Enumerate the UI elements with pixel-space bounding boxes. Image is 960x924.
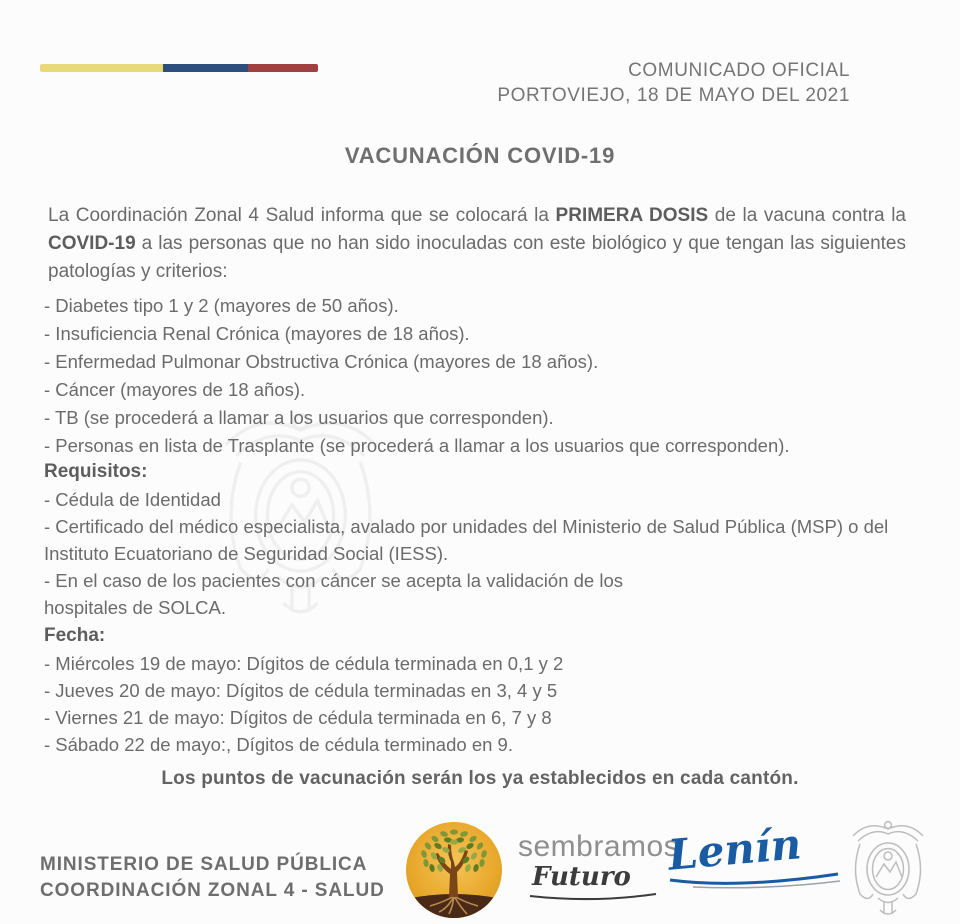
communique-header [497, 58, 850, 108]
schedule-heading: Fecha: [44, 625, 106, 646]
futuro-label: Futuro [532, 862, 631, 892]
lenin-signature-icon [666, 819, 848, 895]
communique-header-line2: PORTOVIEJO, 18 DE MAYO DEL 2021 [497, 85, 850, 106]
schedule-item: - Sábado 22 de mayo:, Dígitos de cédula terminado en 9. [44, 734, 513, 755]
sembramos-label: sembramos [518, 830, 680, 863]
requirement-item: - Cédula de Identidad [44, 489, 221, 510]
ecuador-coat-of-arms-icon [836, 814, 940, 924]
schedule-section [44, 622, 906, 758]
schedule-item: - Jueves 20 de mayo: Dígitos de cédula terminadas en 3, 4 y 5 [44, 680, 558, 701]
intro-text-1: La Coordinación Zonal 4 Salud informa que se colocará la [48, 205, 556, 226]
pathology-item: - Insuficiencia Renal Crónica (mayores de 18 años). [44, 323, 470, 344]
ministry-footer [40, 852, 385, 904]
pathology-item: - Personas en lista de Trasplante (se procederá a llamar a los usuarios que corresponden). [44, 435, 790, 456]
sembramos-futuro-tree-logo-icon [404, 820, 504, 920]
signature-name: Lenín [666, 819, 804, 880]
intro-bold-primera-dosis: PRIMERA DOSIS [555, 205, 709, 226]
intro-text-2: de la vacuna contra la [708, 205, 906, 226]
ecuador-flag-bar-icon [40, 64, 318, 72]
requirement-item: - Certificado del médico especialista, avalado por unidades del Ministerio de Salud Pública (MSP) o del Instituto Ecuatoriano de Seguridad Social (IESS). [44, 516, 889, 564]
ministry-line2: COORDINACIÓN ZONAL 4 - SALUD [40, 880, 385, 901]
intro-paragraph [48, 202, 906, 286]
ministry-line1: MINISTERIO DE SALUD PÚBLICA [40, 854, 368, 875]
page-title: VACUNACIÓN COVID-19 [344, 143, 616, 168]
requirements-section [44, 458, 906, 621]
schedule-item: - Miércoles 19 de mayo: Dígitos de cédula terminada en 0,1 y 2 [44, 653, 564, 674]
requirement-item: - En el caso de los pacientes con cáncer se acepta la validación de los [44, 570, 623, 591]
flag-yellow-segment [40, 64, 163, 72]
sembramos-futuro-wordmark [518, 830, 680, 902]
futuro-underline-icon [528, 892, 658, 902]
requirements-heading: Requisitos: [44, 461, 148, 482]
pathology-item: - Diabetes tipo 1 y 2 (mayores de 50 años). [44, 295, 399, 316]
intro-text-3: a las personas que no han sido inoculadas con este biológico y que tengan las siguientes patologías y criterios: [48, 233, 906, 282]
pathology-item: - TB (se procederá a llamar a los usuarios que corresponden). [44, 407, 554, 428]
communique-header-line1: COMUNICADO OFICIAL [628, 60, 850, 81]
pathology-item: - Enfermedad Pulmonar Obstructiva Crónica (mayores de 18 años). [44, 351, 599, 372]
pathologies-list [44, 292, 906, 460]
schedule-item: - Viernes 21 de mayo: Dígitos de cédula terminada en 6, 7 y 8 [44, 707, 552, 728]
closing-statement: Los puntos de vacunación serán los ya establecidos en cada cantón. [161, 768, 799, 789]
requirement-item: hospitales de SOLCA. [44, 597, 227, 618]
flag-blue-segment [163, 64, 248, 72]
pathology-item: - Cáncer (mayores de 18 años). [44, 379, 306, 400]
intro-bold-covid19: COVID-19 [48, 233, 136, 254]
flag-red-segment [248, 64, 318, 72]
